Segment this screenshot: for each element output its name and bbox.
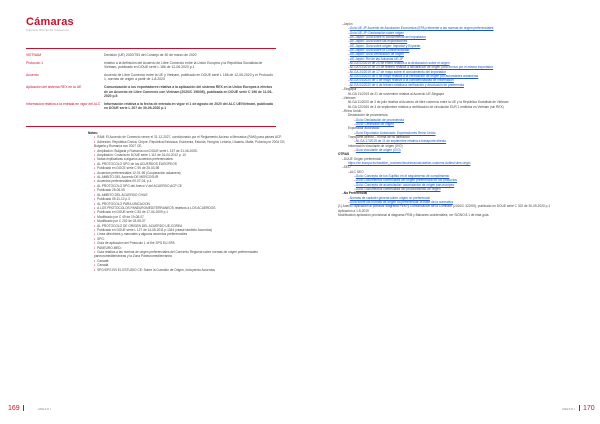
reference-link[interactable]: – UE-Japón: Guía Verificación de origen <box>338 52 560 56</box>
reference-item: – DUUE Origen preferencial <box>338 157 560 161</box>
reference-link[interactable]: – NI-GA 04/2020 de 4 de febrero relativa a verificación y devolución de preferencia <box>338 83 560 87</box>
note-item: ▪ Ampliación: Bulgaria y Rumanía con DOUE serie L 157 de 21-06-2005. <box>94 149 288 153</box>
reference-item: – Reino Unido <box>338 109 560 113</box>
note-item: ▪ Publicado 09-11-12 p.3 <box>94 197 288 201</box>
reference-item: NI-GA 21/2019 de 21 de noviembre relativa al Acuerdo UE-Singapur <box>348 91 445 96</box>
logo-tag: Cámara Oficial de Comercio <box>26 28 69 32</box>
note-item: ▪ Ampliación: Croacia en DOUE serie L 112 de 24-04-2012 p. 10 <box>94 153 288 157</box>
note-item: ▪ AL PROTOCOLO DE ORIGEN DEL ACUERDO UE-COREA <box>94 224 288 228</box>
note-item: ▪ Modificado por C 202 de 03-08-07 <box>94 219 288 223</box>
note-item: ▪ Acuerdos preferenciales 09-07-04, p.4 <box>94 179 288 183</box>
reference-item: – Singapur <box>338 87 560 91</box>
notes-section <box>88 131 288 272</box>
reference-link[interactable]: – UE-Japón: Rol de las Aduanas UE-JP <box>338 57 560 61</box>
note-item: ▪ SPG: <box>94 237 288 241</box>
reference-item: Transporte directo – norma de no alteración <box>348 134 410 139</box>
note-item: ▪ Publicado en DOUE serie L 127 de 14-05-2011 p.1344 (véase también Acuerdos) <box>94 228 288 232</box>
note-item: ▪ RAM: El Acuerdo de Comercio vence el 31-12-2027, condicionado por el Reglamento Acceso a Mercados (RAM) para países ACP. <box>94 135 288 139</box>
note-item: ▪ Publicado en DOUE serie C 83 de 17-04-2009 p.1 <box>94 210 288 214</box>
note-item: ▪ Canadá <box>94 263 288 267</box>
reference-link[interactable]: – Guía: Documentos comerciales del origen preferencial de los productos <box>338 178 560 182</box>
reference-item: NI-GA 12/2020 de 3 de septiembre relativa a certificación de circulación EUR 1 emitidos en Vietnam (sin REX) <box>348 104 504 109</box>
reference-item: Exportador autorizado <box>348 126 380 131</box>
agreement-label: Acuerdo <box>26 72 39 77</box>
note-item: ▪ AL AMBITO DEL ACUERDO CHILE <box>94 193 288 197</box>
meta-divider <box>26 126 276 127</box>
page-number-left: 169 <box>8 405 27 412</box>
note-item: ▪ AL PROTOCOLO SPG del Anexo V del ACUERDO ACP CE <box>94 184 288 188</box>
note-item: ▪ PANEURO-MED: <box>94 246 288 250</box>
reference-item: NI-GA 11/2020 de 3 de julio relativa al Acuerdo de libre comercio entre la UE y la República Socialista de Vietnam <box>348 100 509 105</box>
agreement-label: VIETNAM <box>26 53 42 57</box>
agreement-row <box>26 85 276 99</box>
reference-link[interactable]: – Guía: Concepto de acumulación: acumulación de origen pan-europeo <box>338 183 560 187</box>
reference-link[interactable]: – UE-Japón: Guía sobre las exportaciones <box>338 39 560 43</box>
agreement-value: Acuerdo de Libre Comercio entre la UE y Vietnam, publicado en DOUE serie L 186 de 12-06-2020 y el Protocolo 1, normas de origen a partir de 1-8-2020 <box>104 72 274 82</box>
reference-link[interactable]: – NI-GA 24/2019 de 17 de mayo sobre el conocimiento del importador <box>338 70 560 74</box>
note-item: ▪ Acuerdos preferenciales 12-01-96 (Cooperación aduanera) <box>94 171 288 175</box>
note-item: ▪ AL PROTOCOLO PARA UBICACION <box>94 202 288 206</box>
footer-left: ANEXO I <box>38 407 52 411</box>
note-item: ▪ Guía de aplicación del Protocolo 1 of the SPG EU-SPA <box>94 241 288 245</box>
reference-item: Información vinculante de origen (IVO) <box>348 143 403 148</box>
reference-link[interactable]: – UE-Japón: Guía sobre la Confidencialidad <box>338 48 560 52</box>
note-item: ▪ Guía relativa a las normas de origen preferenciales del Convenio Regional sobre normas de origen preferenciales paneuromediterráneas y la Zona Paneuromediterránea <box>94 250 288 259</box>
header-divider <box>26 48 276 49</box>
reference-link[interactable]: – NI-GA 04/2020 de 1 de mayo relativa a la confidencialidad de información <box>338 78 560 82</box>
note-item: ▪ Publicado en DOCE serie C 90 de 25-03-98 <box>94 166 288 170</box>
agreement-row <box>26 73 276 82</box>
reference-link[interactable]: – Guía: Certificado de origen <box>338 122 560 126</box>
reference-link[interactable]: – NI-GA 03/2019 de 20 de febrero relativa a declaración de origen para envíos por el mismo exportador <box>338 65 560 69</box>
reference-link[interactable]: – NI-GA 17/2019 de 11 de septiembre relativa a transporte directo <box>338 139 560 143</box>
reference-link[interactable]: – NI-GA 03/2020 de 4 de mayo relativa a la verificación de origen por autoridades aduaneras <box>338 74 560 78</box>
reference-link[interactable]: – Guía Exportador Autorizado: Exportaciones Reino Unido <box>338 131 560 135</box>
agreement-row <box>26 53 276 58</box>
logo-name: Cámaras <box>26 16 74 28</box>
reference-item: Modificación aplicación provisional al diagrama PEM y Balcanes occidentales, ver SIGNO 8.1 de esta guía. <box>338 213 490 218</box>
page-number-right: 170 <box>576 405 595 412</box>
reference-link[interactable]: – NI-GA 02/2019 de 20 de enero relativa a la declaración sobre el origen <box>338 61 560 65</box>
reference-link[interactable]: https://ec.europa.eu/taxation_customs/business/calculation-customs-duties/rules-origin <box>348 161 471 165</box>
reference-link[interactable]: – Guía: Documentos comerciales del procedimiento de origen <box>338 187 560 191</box>
reference-item: (1) Anexo I aplicación al portador diagrama PEM y Comunicación de la Comisión (2020/C 322/05), publicado en DOUE serie C 322 de 30-09-2020 p.1 <box>338 204 551 209</box>
agreement-value: Comunicación a los exportadores relativa a la aplicación del sistema REX en la Unión Europea a efectos de un Acuerdo de Libre Comercio con Vietnam (2020/C 196/06), publicada en DOUE serie C 196 de 11-06-2020 p.8 <box>104 84 273 99</box>
agreement-table <box>26 53 276 114</box>
agreement-row <box>26 61 276 70</box>
reference-item: Aplicación a 1-5-2019 <box>338 208 369 213</box>
note-item: ▪ SPG/SPG EN EL ESTUDIO CE: Sobre la Cuestión de Origen, incluyendo Acuerdos <box>94 268 288 272</box>
note-item: ▪ A LOS PROTOCOLOS PANEUROMEDITERRANEOS relativos a LOS ACUERDOS <box>94 206 288 210</box>
reference-link[interactable]: – UE-Japón: Guía sobre el conocimiento del importador <box>338 35 560 39</box>
agreement-value: relativo a la definición del Acuerdo de Libre Comercio entre la Unión Europea y la República Socialista de Vietnam, publicado en DOUE serie L 186 de 12-06-2020 p.1 <box>104 60 263 70</box>
agreement-value: Información relativa a la fecha de entrada en vigor el 1 de agosto de 2020 del ALC UE/Vietnam, publicada en DOUE serie L 207 de 30-06-2020 p.1 <box>104 101 273 111</box>
reference-item: Declaración de procedencia <box>348 113 388 118</box>
reference-link[interactable]: – Normas de carácter general sobre origen no preferencial <box>338 196 560 200</box>
note-item: ▪ Publicado 25-05-05 <box>94 188 288 192</box>
note-item: ▪ Canadá: <box>94 259 288 263</box>
reference-item: – SEO <box>338 165 560 169</box>
reference-item: – No Preferencial <box>338 191 560 195</box>
reference-link[interactable]: – Guía UE-JP: Declaración sobre origen <box>338 31 560 35</box>
note-item: ▪ Notas explicativas a algunos acuerdos preferenciales: <box>94 157 288 161</box>
reference-item: OTRAS <box>338 152 350 157</box>
reference-link[interactable]: – Guía UE-JP Acuerdo de Asociación Económica (EPA) referente a las normas de origen preferenciales <box>338 26 560 30</box>
reference-link[interactable]: – Guía: Concepto de Ius Suplitur en el seguimiento de cumplimiento <box>338 174 560 178</box>
agreement-label: Aplicación del sistema REX en la UE <box>26 84 82 89</box>
note-item: ▪ Adhesión: República Checa, Chipre, República Eslovaca, Eslovenia, Estonia, Hungría, Letonia, Lituania, Malta, Polonia por 2004 CE; Bulgaria y Rumanía con 2007 CE. <box>94 140 288 149</box>
note-item: ▪ AL PROTOCOLO SPG de los ACUERDOS EUROPEOS <box>94 162 288 166</box>
reference-item: – ALC SEO <box>338 170 560 174</box>
reference-link[interactable]: – Guía sobre las normas de origen no preferencial: la base de la normativa <box>338 200 560 204</box>
agreement-label: Información relativa a la entrada en vigor del ALC <box>26 101 101 106</box>
reference-item: – Vietnam <box>338 96 560 100</box>
note-item: ▪ AL AMBITO DEL Acuerdo DE MERCOSUR <box>94 175 288 179</box>
agreement-label: Protocolo 1 <box>26 60 44 65</box>
reference-link[interactable]: – UE-Japón: Guía sobre origen: Importar y Exportar <box>338 44 560 48</box>
note-item: ▪ Línea directrices y manuales y algunos acuerdos preferenciales <box>94 232 288 236</box>
notes-title: Notas: <box>88 131 98 135</box>
reference-link[interactable]: – Guía vinculante de origen (IVO) <box>338 148 560 152</box>
reference-item: – Japón <box>338 22 560 26</box>
note-item: ▪ Modificado por C 49 de 19-08-07 <box>94 215 288 219</box>
agreement-value: Decisión (UE) 2020/753 del Consejo de 30 de marzo de 2020 <box>104 53 197 57</box>
camaras-logo <box>26 16 74 32</box>
footer-right: ANEXO I <box>562 407 576 411</box>
reference-link[interactable]: – Guía: Declaración de procedencia <box>338 118 560 122</box>
right-column-list <box>338 22 560 217</box>
agreement-row <box>26 102 276 111</box>
